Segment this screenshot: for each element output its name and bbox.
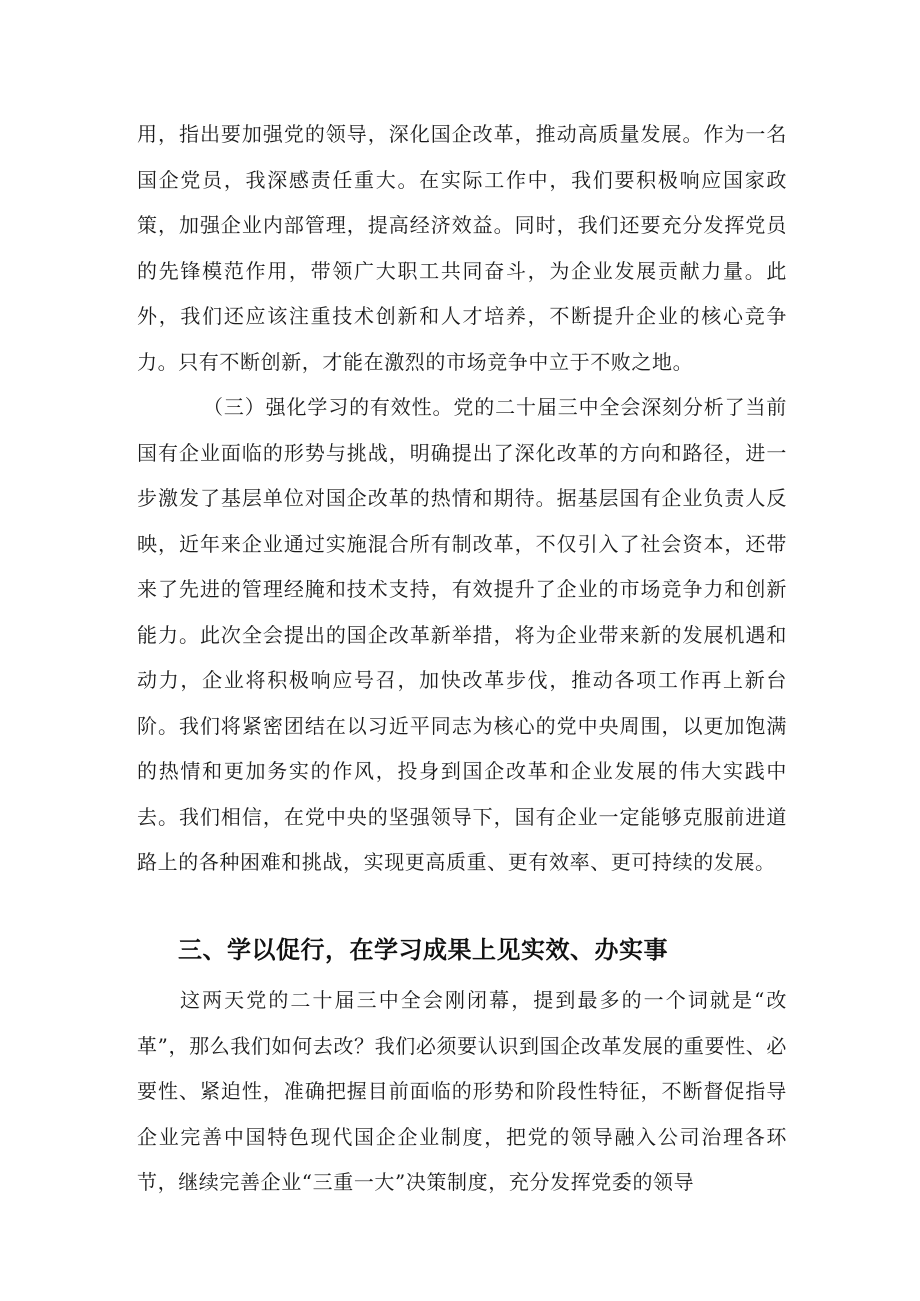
paragraph-continuation: 用，指出要加强党的领导，深化国企改革，推动高质量发展。作为一名国企党员，我深感责任重大。在实际工作中，我们要积极响应国家政策，加强企业内部管理，提高经济效益。同时，我们还要充分发挥党员的先锋模范作用，带领广大职工共同奋斗，为企业发展贡献力量。此外，我们还应该注重技术创新和人才培养，不断提升企业的核心竞争力。只有不断创新，才能在激烈的市场竞争中立于不败之地。 — [137, 122, 787, 374]
paragraph-section-3: （三）强化学习的有效性。党的二十届三中全会深刻分析了当前国有企业面临的形势与挑战，明确提出了深化改革的方向和路径，进一步激发了基层单位对国企改革的热情和期待。据基层国有企业负责人反映，近年来企业通过实施混合所有制改革，不仅引入了社会资本，还带来了先进的管理经腌和技术支持，有效提升了企业的市场竞争力和创新能力。此次全会提出的国企改革新举措，将为企业带来新的发展机遇和动力，企业将积极响应号召，加快改革步伐，推动各项工作再上新台阶。我们将紧密团结在以习近平同志为核心的党中央周围，以更加饱满的热情和更加务实的作风，投身到国企改革和企业发展的伟大实践中去。我们相信，在党中央的坚强领导下，国有企业一定能够克服前进道路上的各种困难和挑战，实现更高质重、更有效率、更可持续的发展。 — [137, 395, 787, 874]
section-heading: 三、学以促行，在学习成果上见实效、办实事 — [178, 936, 668, 964]
paragraph-final: 这两天党的二十届三中全会刚闭幕，提到最多的一个词就是“改革”，那么我们如何去改？我们必须要认识到国企改革发展的重要性、必要性、紧迫性，准确把握目前面临的形势和阶段性特征，不断督促指导企业完善中国特色现代国企企业制度，把党的领导融入公司治理各环节，继续完善企业“三重一大”决策制度，充分发挥党委的领导 — [137, 988, 787, 1194]
